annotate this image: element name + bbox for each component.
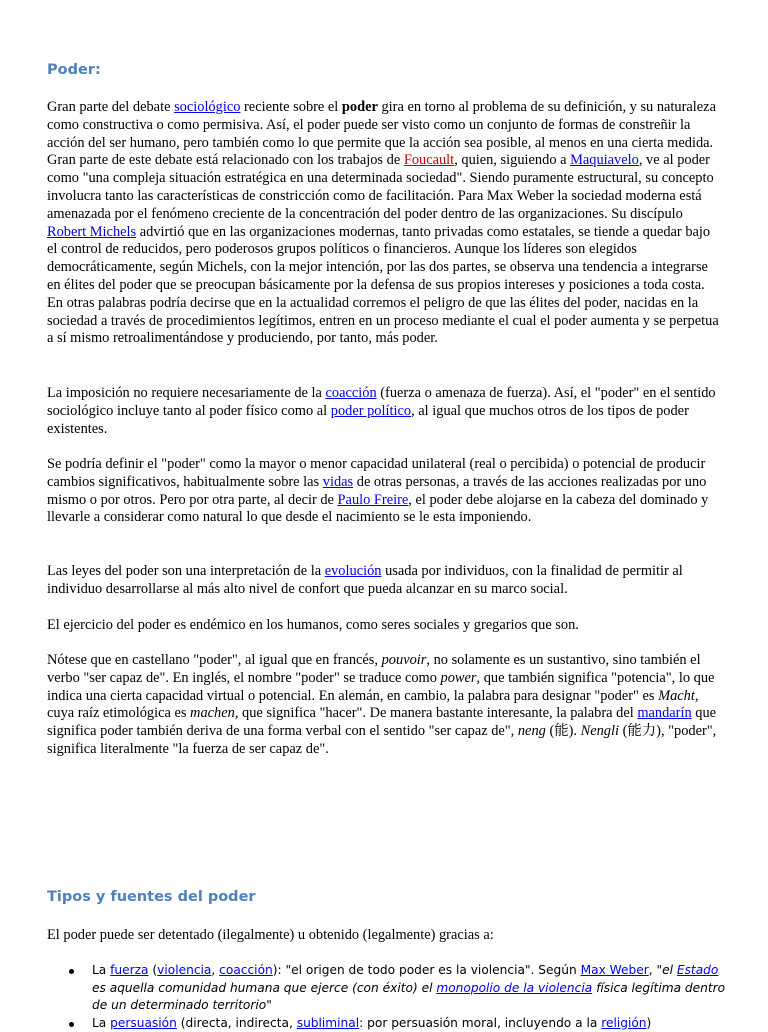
text: ) (647, 1016, 652, 1030)
paragraph-debate-sociologico (47, 99, 723, 348)
text: La imposición no requiere necesariamente de la (47, 385, 326, 401)
text: ): "el origen de todo poder es la violencia". Según (273, 963, 581, 977)
bold-poder: poder (342, 99, 378, 115)
text: " (266, 998, 272, 1012)
italic-word: power (441, 670, 477, 686)
italic-word: machen (190, 705, 235, 721)
text: , (211, 963, 219, 977)
italic-word: pouvoir (382, 652, 427, 668)
link-estado[interactable]: Estado (677, 963, 719, 977)
text: , no solamente es un sustantivo, sino también el verbo "ser capaz de". En inglés, el nombre "poder" se traduce como (47, 652, 701, 686)
link-mandarin[interactable]: mandarín (637, 705, 691, 721)
paragraph-ejercicio (47, 617, 723, 635)
link-violencia[interactable]: violencia (157, 963, 211, 977)
text: : por persuasión moral, incluyendo a la (359, 1016, 601, 1030)
text: La (92, 1016, 110, 1030)
text: El poder puede ser detentado (ilegalmente) u obtenido (legalmente) gracias a: (47, 927, 494, 943)
text: Gran parte del debate (47, 99, 174, 115)
section-heading-poder: Poder: (47, 62, 101, 78)
link-evolucion[interactable]: evolución (325, 563, 382, 579)
link-sociologico[interactable]: sociológico (174, 99, 240, 115)
bullet-icon (69, 969, 74, 974)
link-vidas[interactable]: vidas (323, 474, 353, 490)
paragraph-definicion (47, 456, 723, 527)
text: , " (649, 963, 662, 977)
text: , el poder debe alojarse en la cabeza del dominado y llevarle a considerar como natural lo que desde el nacimiento se le esta imponiendo. (47, 492, 708, 526)
italic-text: es aquella comunidad humana que ejerce (con éxito) el (92, 981, 436, 995)
text: , que también significa "potencia", lo que indica una cierta capacidad virtual o potencial. En alemán, en cambio, la palabra para designar "poder" es (47, 670, 714, 704)
text: El ejercicio del poder es endémico en los humanos, como seres sociales y gregarios que son. (47, 617, 579, 633)
text: Nótese que en castellano "poder", al igual que en francés, (47, 652, 382, 668)
text: usada por individuos, con la finalidad de permitir al individuo desarrollarse al más alto nivel de confort que pueda alcanzar en su marco social. (47, 563, 683, 597)
text: advirtió que en las organizaciones modernas, tanto privadas como estatales, se tiende a quedar bajo el control de reducidos, pero poderosos grupos políticos o financieros. Aunque los líderes son elegidos democráticamente, según Michels, con la mejor intención, por las dos partes, se observa una tendencia a integrarse en élites del poder que se preocupan básicamente por la defensa de sus propios intereses y posiciones a toda costa. En otras palabras podría decirse que en la actualidad corremos el peligro de que las élites del poder, nacidas en la sociedad a través de procedimientos legítimos, entren en un proceso mediante el cual el poder aumenta y se perpetua a sí mismo retroalimentándose y produciendo, por tanto, más poder. (47, 224, 719, 347)
text: Las leyes del poder son una interpretación de la (47, 563, 325, 579)
italic-text: física legítima dentro de un determinado territorio (92, 981, 725, 1013)
italic-word: Nengli (581, 723, 619, 739)
link-max-weber[interactable]: Max Weber (581, 963, 649, 977)
link-paulo-freire[interactable]: Paulo Freire (338, 492, 409, 508)
link-coaccion[interactable]: coacción (326, 385, 377, 401)
link-foucault[interactable]: Foucault (404, 152, 454, 168)
paragraph-leyes-del-poder (47, 563, 723, 599)
bullet-icon (69, 1022, 74, 1027)
link-monopolio-violencia[interactable]: monopolio de la violencia (436, 981, 592, 995)
text: ( (149, 963, 158, 977)
list-item (47, 1015, 727, 1032)
link-robert-michels[interactable]: Robert Michels (47, 224, 136, 240)
section-heading-tipos: Tipos y fuentes del poder (47, 889, 256, 905)
link-poder-politico[interactable]: poder político (331, 403, 411, 419)
italic-word: neng (518, 723, 546, 739)
text: (fuerza o amenaza de fuerza). Así, el "poder" en el sentido sociológico incluye tanto al poder físico como al (47, 385, 716, 419)
paragraph-imposicion (47, 385, 723, 438)
link-coaccion-2[interactable]: coacción (219, 963, 273, 977)
link-religion[interactable]: religión (601, 1016, 646, 1030)
list-item (47, 962, 727, 1015)
text: , cuya raíz etimológica es (47, 688, 698, 722)
text: , quien, siguiendo a (454, 152, 570, 168)
sources-list (47, 962, 727, 1032)
link-subliminal[interactable]: subliminal (297, 1016, 359, 1030)
text: , al igual que muchos otros de los tipos de poder existentes. (47, 403, 689, 437)
text: , ve al poder como "una compleja situación estratégica en una determinada sociedad". Siendo puramente estructural, su concepto involucra tanto las características de constricción como de facilitación. Para Max Weber la sociedad moderna está amenazada por el fenómeno creciente de la concentración del poder dentro de las organizaciones. Su discípulo (47, 152, 714, 221)
link-maquiavelo[interactable]: Maquiavelo (570, 152, 639, 168)
text: (directa, indirecta, (177, 1016, 297, 1030)
link-fuerza[interactable]: fuerza (110, 963, 148, 977)
text: reciente sobre el (240, 99, 341, 115)
text: que significa poder también deriva de una forma verbal con el sentido "ser capaz de", (47, 705, 716, 739)
link-persuasion[interactable]: persuasión (110, 1016, 177, 1030)
text: de otras personas, a través de las acciones realizadas por uno mismo o por otros. Pero por otra parte, al decir de (47, 474, 706, 508)
text: (能力), "poder", significa literalmente "la fuerza de ser capaz de". (47, 723, 716, 757)
text: , que significa "hacer". De manera bastante interesante, la palabra del (235, 705, 638, 721)
text: Se podría definir el "poder" como la mayor o menor capacidad unilateral (real o percibida) o potencial de producir cambios significativos, habitualmente sobre las (47, 456, 705, 490)
text: gira en torno al problema de su definición, y su naturaleza como constructiva o como permisiva. Así, el poder puede ser visto como un conjunto de formas de constreñir la acción del ser humano, pero también como lo que permite que la acción sea posible, al menos en una cierta medida. Gran parte de este debate está relacionado con los trabajos de (47, 99, 716, 168)
italic-text: el (662, 963, 677, 977)
italic-word: Macht (658, 688, 695, 704)
text: (能). (546, 723, 581, 739)
paragraph-etimologia (47, 652, 723, 759)
text: La (92, 963, 110, 977)
paragraph-fuentes-intro (47, 927, 723, 945)
